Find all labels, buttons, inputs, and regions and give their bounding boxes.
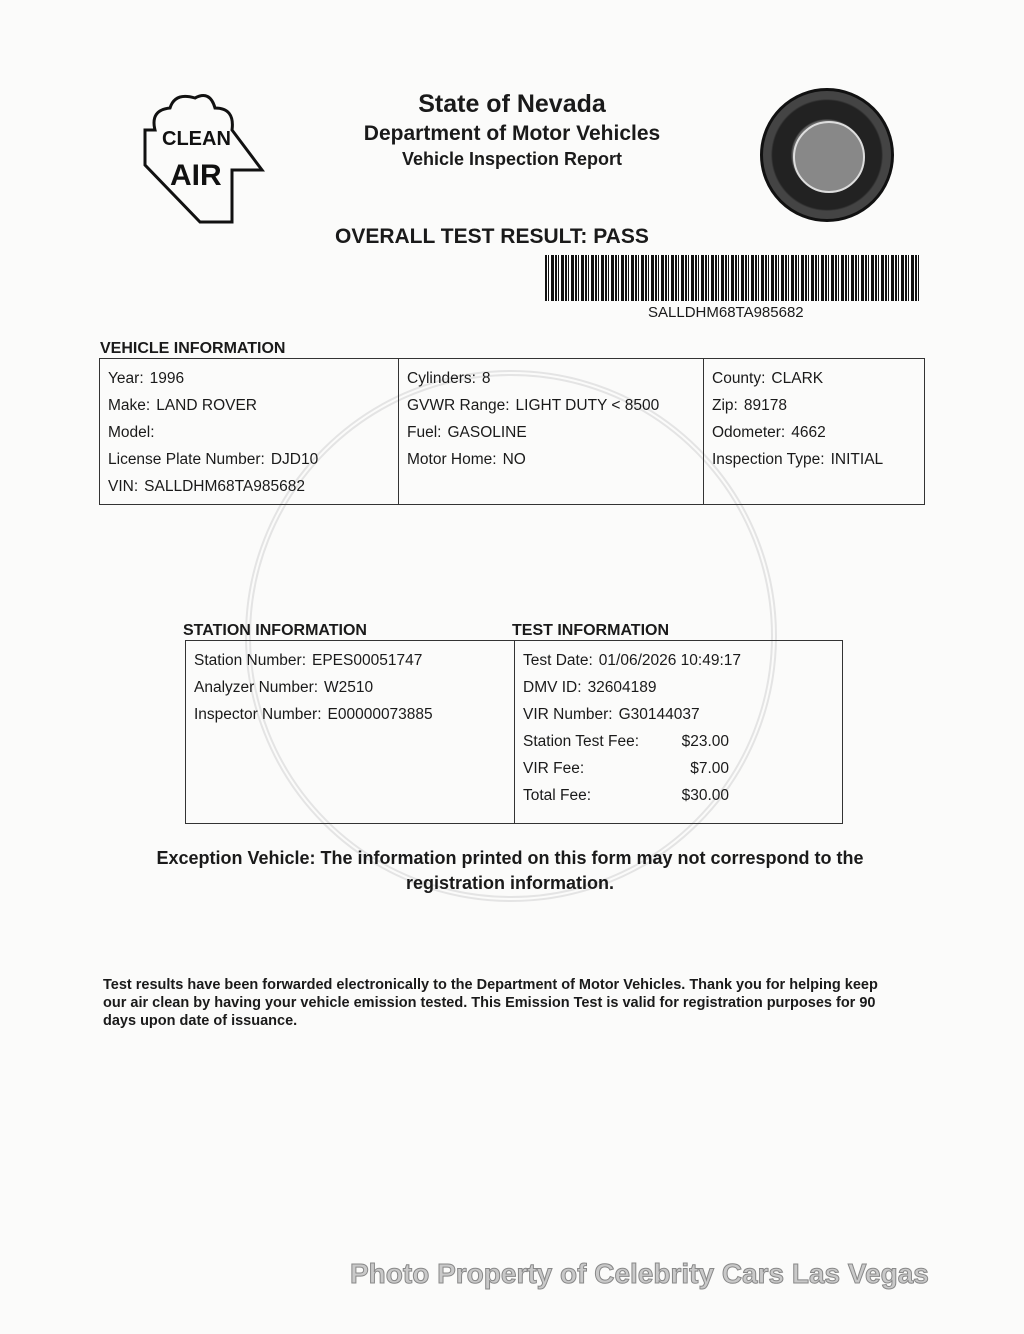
state-title: State of Nevada (418, 90, 606, 118)
field-odometer: Odometer: 4662 (712, 424, 826, 441)
vehicle-col-2 (399, 359, 704, 504)
svg-text:CLEAN: CLEAN (162, 128, 231, 150)
field-zip: Zip: 89178 (712, 397, 787, 414)
field-gvwr: GVWR Range: LIGHT DUTY < 8500 (407, 397, 660, 414)
department-title: Department of Motor Vehicles (363, 122, 661, 145)
field-cylinders: Cylinders: 8 (407, 370, 491, 387)
station-test-table (185, 640, 843, 824)
footer-notice: Test results have been forwarded electronically to the Department of Motor Vehicles. Thank you for helping keep our air clean by having your vehicle emission tested. This Emission Test is valid for registration purposes for 90 days upon date of issuance. (103, 977, 878, 1029)
barcode-text: SALLDHM68TA985682 (648, 304, 804, 321)
field-test-date: Test Date: 01/06/2026 10:49:17 (523, 652, 741, 669)
field-license-plate: License Plate Number: DJD10 (108, 451, 319, 468)
field-analyzer-number: Analyzer Number: W2510 (194, 679, 374, 696)
field-dmv-id: DMV ID: 32604189 (523, 679, 657, 696)
station-col (186, 641, 515, 823)
field-year: Year: 1996 (108, 370, 185, 387)
vehicle-col-1 (100, 359, 399, 504)
vehicle-info-title: VEHICLE INFORMATION (100, 340, 286, 357)
nevada-seal (760, 88, 894, 222)
field-station-test-fee: Station Test Fee: $23.00 (523, 733, 729, 750)
vin-barcode (545, 255, 920, 301)
field-model: Model: (108, 424, 155, 441)
field-total-fee: Total Fee: $30.00 (523, 787, 729, 804)
field-station-number: Station Number: EPES00051747 (194, 652, 423, 669)
field-vir-fee: VIR Fee: $7.00 (523, 760, 729, 777)
field-inspector-number: Inspector Number: E00000073885 (194, 706, 433, 723)
exception-notice: Exception Vehicle: The information printed on this form may not correspond to the registration information. (156, 848, 864, 893)
report-title: Vehicle Inspection Report (401, 149, 623, 169)
field-vir-number: VIR Number: G30144037 (523, 706, 700, 723)
field-vin: VIN: SALLDHM68TA985682 (108, 478, 305, 495)
field-county: County: CLARK (712, 370, 824, 387)
overall-test-result: OVERALL TEST RESULT: PASS (335, 225, 649, 248)
test-col (515, 641, 842, 823)
vehicle-info-table (99, 358, 925, 505)
field-motor-home: Motor Home: NO (407, 451, 526, 468)
vehicle-col-3 (704, 359, 924, 504)
photo-watermark: Photo Property of Celebrity Cars Las Vegas (350, 1258, 929, 1289)
field-fuel: Fuel: GASOLINE (407, 424, 527, 441)
station-info-title: STATION INFORMATION (183, 622, 367, 639)
field-inspection-type: Inspection Type: INITIAL (712, 451, 884, 468)
test-info-title: TEST INFORMATION (512, 622, 670, 639)
svg-text:AIR: AIR (170, 159, 222, 192)
field-make: Make: LAND ROVER (108, 397, 257, 414)
